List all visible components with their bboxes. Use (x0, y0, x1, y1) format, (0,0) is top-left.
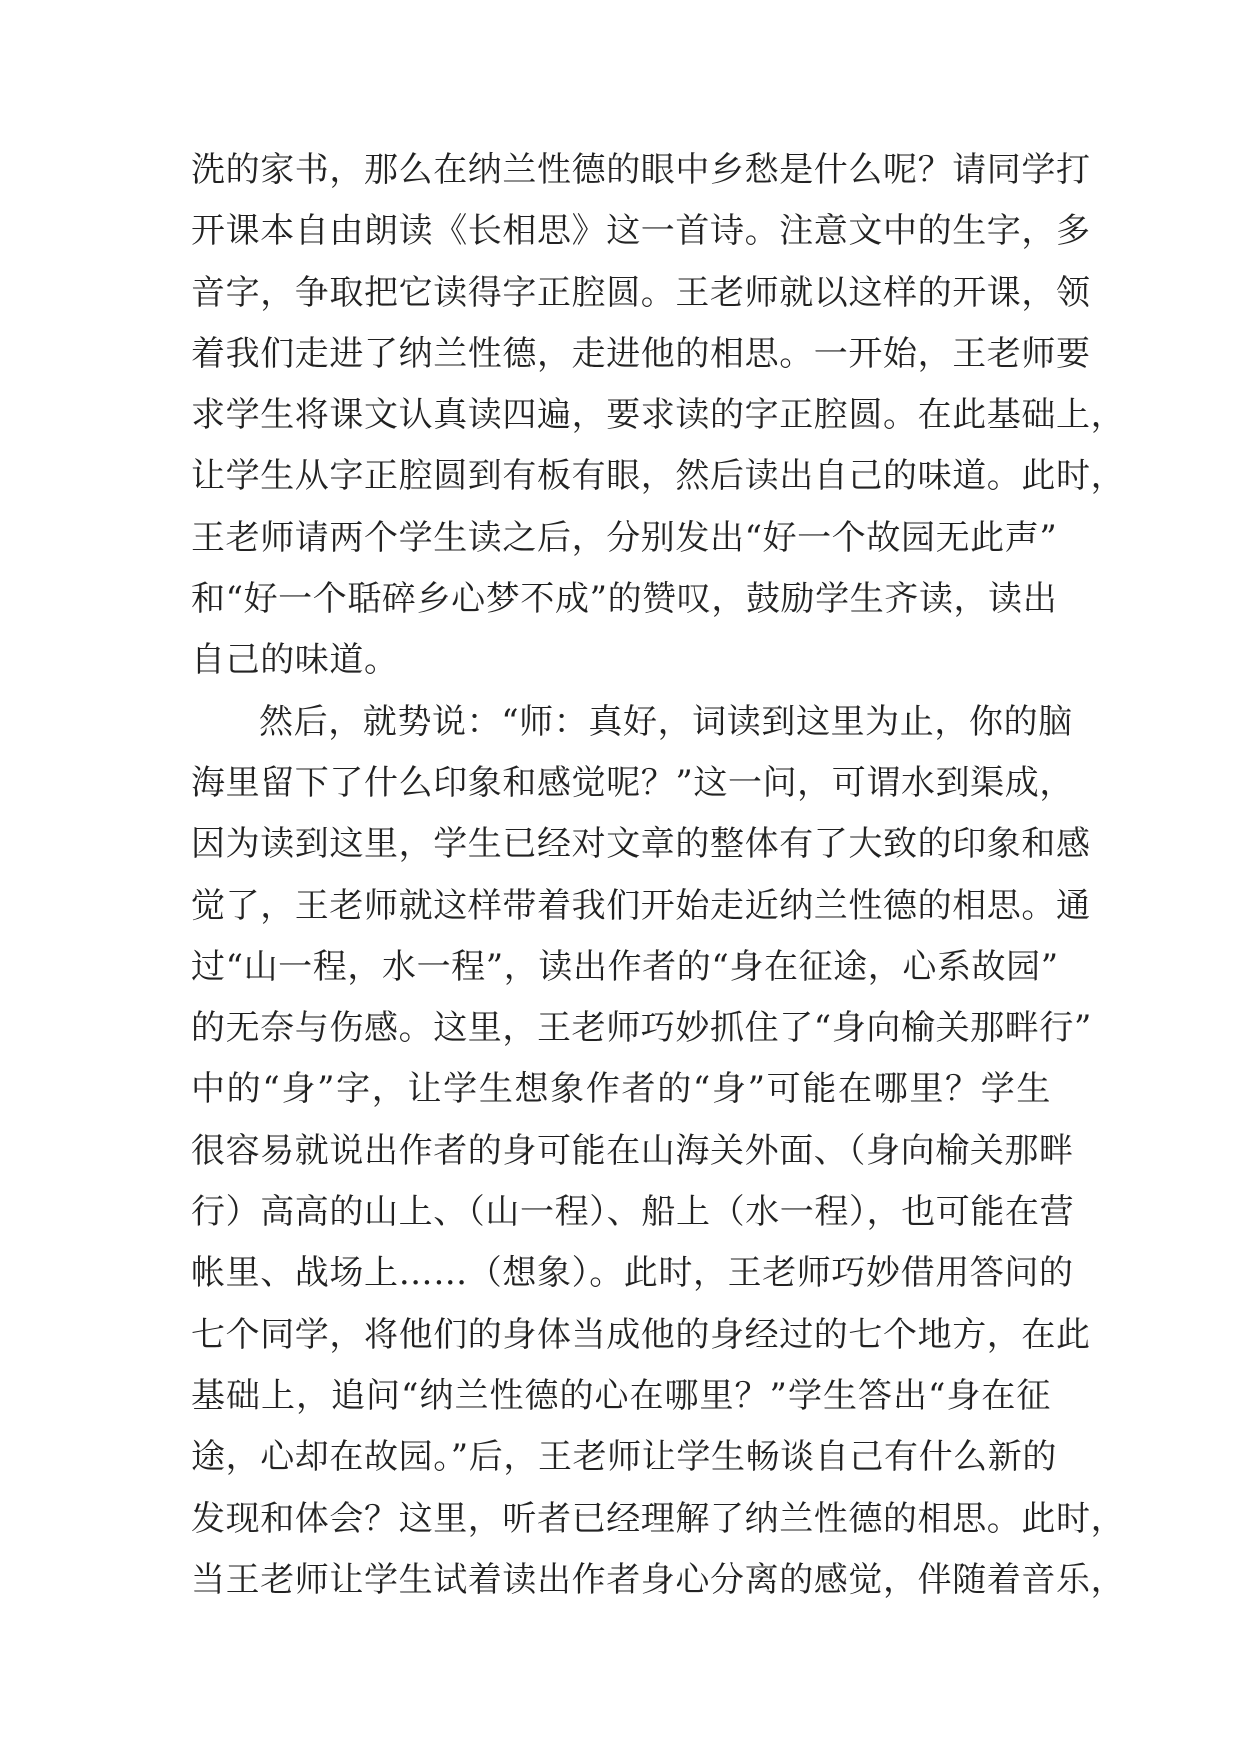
text-line: 洗的家书，那么在纳兰性德的眼中乡愁是什么呢？请同学打 (191, 150, 1091, 190)
text-line: 求学生将课文认真读四遍，要求读的字正腔圆。在此基础上， (191, 395, 1126, 436)
text-line: 当王老师让学生试着读出作者身心分离的感觉，伴随着音乐， (191, 1559, 1126, 1600)
text-line: 很容易就说出作者的身可能在山海关外面、（身向榆关那畔 (191, 1130, 1074, 1171)
text-line: 自己的味道。 (191, 640, 399, 681)
text-line: 七个同学，将他们的身体当成他的身经过的七个地方，在此 (191, 1314, 1091, 1355)
text-line: 发现和体会？这里，听者已经理解了纳兰性德的相思。此时， (191, 1498, 1126, 1539)
text-line: 基础上，追问“纳兰性德的心在哪里？”学生答出“身在征 (191, 1375, 1051, 1416)
text-line: 中的“身”字，让学生想象作者的“身”可能在哪里？学生 (191, 1069, 1051, 1110)
text-line: 着我们走进了纳兰性德，走进他的相思。一开始，王老师要 (191, 333, 1091, 374)
text-line: 行）高高的山上、（山一程）、船上（水一程），也可能在营 (191, 1192, 1075, 1233)
text-line: 让学生从字正腔圆到有板有眼，然后读出自己的味道。此时， (191, 456, 1126, 497)
paragraph-first-line: 然后，就势说：“师：真好，词读到这里为止，你的脑 (259, 701, 1073, 742)
text-line: 途，心却在故园。”后，王老师让学生畅谈自己有什么新的 (191, 1437, 1057, 1478)
text-line: 帐里、战场上……（想象）。此时，王老师巧妙借用答问的 (191, 1253, 1074, 1294)
text-line: 开课本自由朗读《长相思》这一首诗。注意文中的生字，多 (191, 211, 1091, 252)
text-line: 和“好一个聒碎乡心梦不成”的赞叹，鼓励学生齐读，读出 (191, 579, 1058, 620)
text-line: 海里留下了什么印象和感觉呢？”这一问，可谓水到渠成， (191, 762, 1074, 803)
text-line: 王老师请两个学生读之后，分别发出“好一个故园无此声” (191, 517, 1058, 558)
text-line: 音字，争取把它读得字正腔圆。王老师就以这样的开课，领 (191, 272, 1091, 313)
text-line: 觉了，王老师就这样带着我们开始走近纳兰性德的相思。通 (191, 885, 1091, 926)
text-line: 的无奈与伤感。这里，王老师巧妙抓住了“身向榆关那畔行” (191, 1008, 1092, 1049)
text-line: 过“山一程，水一程”，读出作者的“身在征途，心系故园” (191, 946, 1059, 987)
text-line: 因为读到这里，学生已经对文章的整体有了大致的印象和感 (191, 824, 1091, 865)
body-text (191, 140, 1126, 1611)
